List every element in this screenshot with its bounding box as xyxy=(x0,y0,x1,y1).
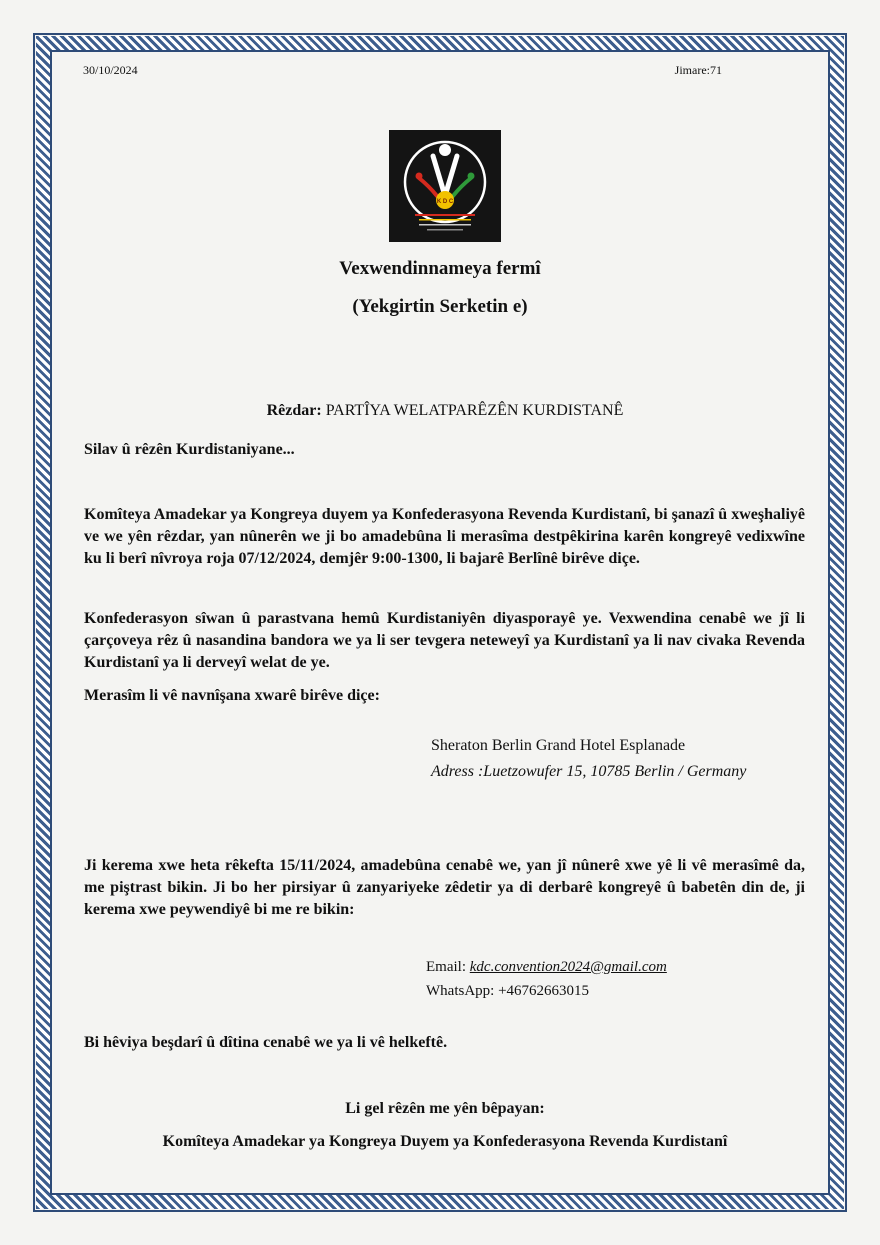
recipient-name: PARTÎYA WELATPARÊZÊN KURDISTANÊ xyxy=(325,402,624,419)
organization-logo xyxy=(389,130,501,242)
email-link[interactable]: kdc.convention2024@gmail.com xyxy=(469,959,667,975)
signature-line: Komîteya Amadekar ya Kongreya Duyem ya Konfederasyona Revenda Kurdistanî xyxy=(162,1133,728,1150)
venue-name: Sheraton Berlin Grand Hotel Esplanade xyxy=(431,737,686,754)
contact-block xyxy=(426,955,667,1003)
closing-line: Li gel rêzên me yên bêpayan: xyxy=(345,1100,545,1117)
letter-date: 30/10/2024 xyxy=(83,63,138,77)
paragraph-confederation: Konfederasyon sîwan û parastvana hemû Kurdistaniyên diyasporayê ye. Vexwendina cenabê we jî li çarçoveya rêz û nasandina bandora we ya li ser tevgera neteweyî ya Kurdistanî ya li nav civaka Revenda Kurdistanî ya li derveyî welat de ye. xyxy=(84,610,805,671)
logo-head-white xyxy=(439,144,451,156)
letter-number: Jimare:71 xyxy=(674,63,722,77)
venue-address: Adress :Luetzowufer 15, 10785 Berlin / Germany xyxy=(431,763,747,780)
recipient-label: Rêzdar: xyxy=(266,402,322,419)
whatsapp-line xyxy=(426,979,667,1003)
logo-v-shape xyxy=(433,156,457,196)
logo-caption-bar-3 xyxy=(419,224,471,226)
logo-head-green xyxy=(468,173,475,180)
logo-caption-bar-4 xyxy=(427,229,463,231)
logo-caption-bar-2 xyxy=(419,219,471,221)
logo-figure-red xyxy=(419,178,437,196)
recipient-line xyxy=(0,402,880,420)
greeting: Silav û rêzên Kurdistaniyane... xyxy=(84,441,295,458)
logo-letters: K D C xyxy=(436,199,454,205)
whatsapp-number: +46762663015 xyxy=(498,983,590,999)
paragraph-rsvp: Ji kerema xwe heta rêkefta 15/11/2024, amadebûna cenabê we, yan jî nûnerê xwe yê li vê merasîmê da, me piştrast bikin. Ji bo her pirsiyar û zanyariyeke zêdetir ya di derbarê kongreyê û babetên din de, ji kerema xwe peywendiyê bi me re bikin: xyxy=(84,857,805,918)
paragraph-invitation: Komîteya Amadekar ya Kongreya duyem ya Konfederasyona Revenda Kurdistanî, bi şanazî û xweşhaliyê ve we yên rêzdar, yan nûnerên we ji bo amadebûna li merasîma destpêkirina karên kongreyê vedixwîne ku li berî nîvroya roja 07/12/2024, demjêr 9:00-1300, li bajarê Berlînê birêve diçe. xyxy=(84,506,805,567)
venue-block xyxy=(431,733,746,785)
logo-head-red xyxy=(416,173,423,180)
paragraph-venue-intro: Merasîm li vê navnîşana xwarê birêve diçe: xyxy=(84,687,380,704)
email-label: Email: xyxy=(426,959,466,975)
paragraph-hope: Bi hêviya beşdarî û dîtina cenabê we ya li vê helkeftê. xyxy=(84,1034,448,1051)
logo-figure-green xyxy=(453,178,471,196)
logo-caption-bar-1 xyxy=(415,214,475,216)
whatsapp-label: WhatsApp: xyxy=(426,983,495,999)
letter-title: Vexwendinnameya fermî xyxy=(339,258,541,279)
logo-emblem-icon xyxy=(389,130,501,242)
email-line xyxy=(426,955,667,979)
letter-subtitle: (Yekgirtin Serketin e) xyxy=(352,296,528,317)
